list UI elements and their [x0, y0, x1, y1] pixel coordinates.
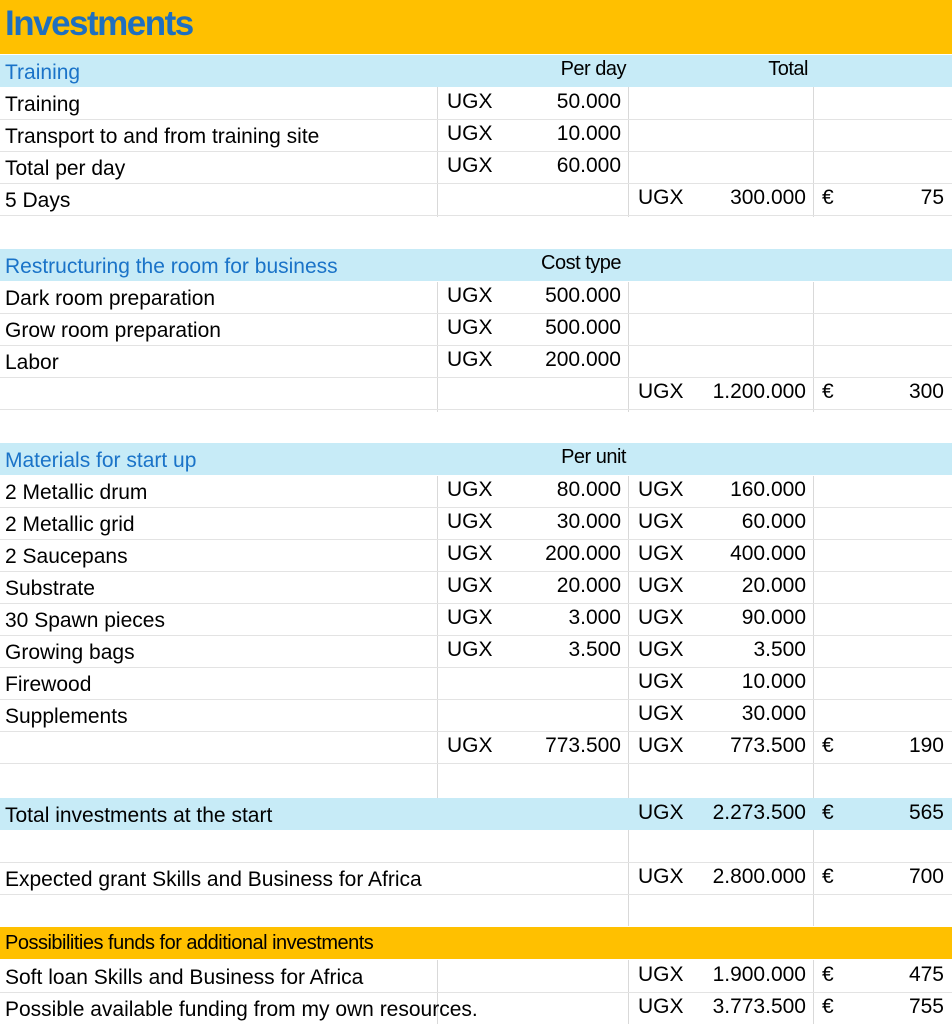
total-start-row: [0, 798, 952, 830]
table-row: [0, 313, 952, 345]
currency-cell: UGX: [638, 963, 684, 986]
training-heading: Training: [5, 61, 81, 84]
grid-line-row: [0, 894, 952, 895]
table-row: [0, 119, 952, 151]
euro-amount: 700: [908, 865, 944, 888]
row-label: Total per day: [5, 157, 126, 180]
restructuring-heading: Restructuring the room for business: [5, 255, 338, 278]
per-day-header: Per day: [560, 58, 626, 80]
grid-line-row: [0, 409, 952, 410]
unit-price-cell: 3.500: [568, 638, 621, 661]
currency-cell: UGX: [638, 380, 684, 403]
row-label: Transport to and from training site: [5, 125, 320, 148]
currency-cell: UGX: [447, 638, 493, 661]
amount-cell: 500.000: [545, 316, 621, 339]
row-label: Total investments at the start: [5, 804, 273, 827]
total-cell: 3.500: [753, 638, 806, 661]
currency-cell: UGX: [447, 510, 493, 533]
unit-price-cell: 3.000: [568, 606, 621, 629]
materials-heading: Materials for start up: [5, 449, 197, 472]
amount-cell: 200.000: [545, 348, 621, 371]
euro-amount: 565: [908, 801, 944, 824]
row-label: Training: [5, 93, 81, 116]
euro-symbol: €: [822, 995, 834, 1018]
funds-header-row: [0, 927, 952, 959]
currency-cell: UGX: [638, 542, 684, 565]
total-cell: 1.200.000: [712, 380, 806, 403]
currency-cell: UGX: [638, 801, 684, 824]
euro-amount: 475: [908, 963, 944, 986]
euro-amount: 75: [920, 186, 944, 209]
currency-cell: UGX: [638, 995, 684, 1018]
row-label: Soft loan Skills and Business for Africa: [5, 966, 364, 989]
materials-summary-row: [0, 731, 952, 763]
currency-cell: UGX: [447, 542, 493, 565]
row-label: Dark room preparation: [5, 287, 216, 310]
table-row: [0, 635, 952, 667]
currency-cell: UGX: [638, 510, 684, 533]
table-row: [0, 603, 952, 635]
row-label: Labor: [5, 351, 59, 374]
grid-line-row: [0, 763, 952, 764]
table-row: [0, 507, 952, 539]
amount-cell: 50.000: [556, 90, 621, 113]
total-cell: 2.273.500: [712, 801, 806, 824]
total-cell: 60.000: [741, 510, 806, 533]
currency-cell: UGX: [638, 670, 684, 693]
row-label: Firewood: [5, 673, 92, 696]
currency-cell: UGX: [638, 606, 684, 629]
table-row: [0, 281, 952, 313]
grid-line-row: [0, 215, 952, 216]
total-cell: 3.773.500: [712, 995, 806, 1018]
euro-amount: 300: [908, 380, 944, 403]
row-label: 5 Days: [5, 189, 71, 212]
total-cell: 10.000: [741, 670, 806, 693]
euro-symbol: €: [822, 963, 834, 986]
sheet-title-bar: [0, 0, 952, 54]
unit-price-cell: 30.000: [556, 510, 621, 533]
currency-cell: UGX: [447, 478, 493, 501]
funds-row: [0, 960, 952, 992]
total-cell: 30.000: [741, 702, 806, 725]
currency-cell: UGX: [638, 478, 684, 501]
row-label: Growing bags: [5, 641, 135, 664]
table-row: [0, 667, 952, 699]
row-label: Supplements: [5, 705, 128, 728]
table-row: [0, 699, 952, 731]
total-cell: 1.900.000: [712, 963, 806, 986]
total-cell: 90.000: [741, 606, 806, 629]
euro-amount: 755: [908, 995, 944, 1018]
row-label: 30 Spawn pieces: [5, 609, 165, 632]
table-row: [0, 539, 952, 571]
total-header: Total: [768, 58, 808, 80]
currency-cell: UGX: [638, 865, 684, 888]
currency-cell: UGX: [638, 702, 684, 725]
amount-cell: 500.000: [545, 284, 621, 307]
table-row: [0, 571, 952, 603]
currency-cell: UGX: [447, 606, 493, 629]
funds-row: [0, 992, 952, 1024]
currency-cell: UGX: [447, 284, 493, 307]
currency-cell: UGX: [638, 734, 684, 757]
total-cell: 20.000: [741, 574, 806, 597]
row-label: Expected grant Skills and Business for Africa: [5, 868, 422, 891]
euro-symbol: €: [822, 186, 834, 209]
euro-symbol: €: [822, 734, 834, 757]
restructuring-header-row: [0, 249, 952, 281]
amount-cell: 60.000: [556, 154, 621, 177]
currency-cell: UGX: [447, 90, 493, 113]
unit-price-cell: 80.000: [556, 478, 621, 501]
table-row: [0, 87, 952, 119]
currency-cell: UGX: [447, 348, 493, 371]
row-label: 2 Metallic drum: [5, 481, 148, 504]
row-label: 2 Saucepans: [5, 545, 128, 568]
total-cell: 2.800.000: [712, 865, 806, 888]
currency-cell: UGX: [447, 574, 493, 597]
currency-cell: UGX: [638, 574, 684, 597]
euro-symbol: €: [822, 380, 834, 403]
unit-price-cell: 773.500: [545, 734, 621, 757]
euro-symbol: €: [822, 865, 834, 888]
materials-header-row: [0, 443, 952, 475]
sheet-title: Investments: [5, 4, 193, 43]
currency-cell: UGX: [638, 186, 684, 209]
table-row: [0, 345, 952, 377]
funds-heading: Possibilities funds for additional investments: [5, 932, 374, 954]
row-label: Substrate: [5, 577, 95, 600]
currency-cell: UGX: [447, 316, 493, 339]
row-label: Grow room preparation: [5, 319, 221, 342]
total-cell: 160.000: [730, 478, 806, 501]
row-label: Possible available funding from my own resources.: [5, 998, 478, 1021]
currency-cell: UGX: [447, 122, 493, 145]
unit-price-cell: 20.000: [556, 574, 621, 597]
total-cell: 300.000: [730, 186, 806, 209]
row-label: 2 Metallic grid: [5, 513, 135, 536]
table-row: [0, 151, 952, 183]
cost-type-header: Cost type: [541, 252, 621, 274]
euro-amount: 190: [908, 734, 944, 757]
training-header-row: [0, 55, 952, 87]
restructuring-summary-row: [0, 377, 952, 409]
currency-cell: UGX: [447, 154, 493, 177]
unit-price-cell: 200.000: [545, 542, 621, 565]
grant-row: [0, 862, 952, 894]
amount-cell: 10.000: [556, 122, 621, 145]
total-cell: 773.500: [730, 734, 806, 757]
table-row: [0, 475, 952, 507]
total-cell: 400.000: [730, 542, 806, 565]
currency-cell: UGX: [447, 734, 493, 757]
currency-cell: UGX: [638, 638, 684, 661]
euro-symbol: €: [822, 801, 834, 824]
training-summary-row: [0, 183, 952, 215]
per-unit-header: Per unit: [561, 446, 626, 468]
